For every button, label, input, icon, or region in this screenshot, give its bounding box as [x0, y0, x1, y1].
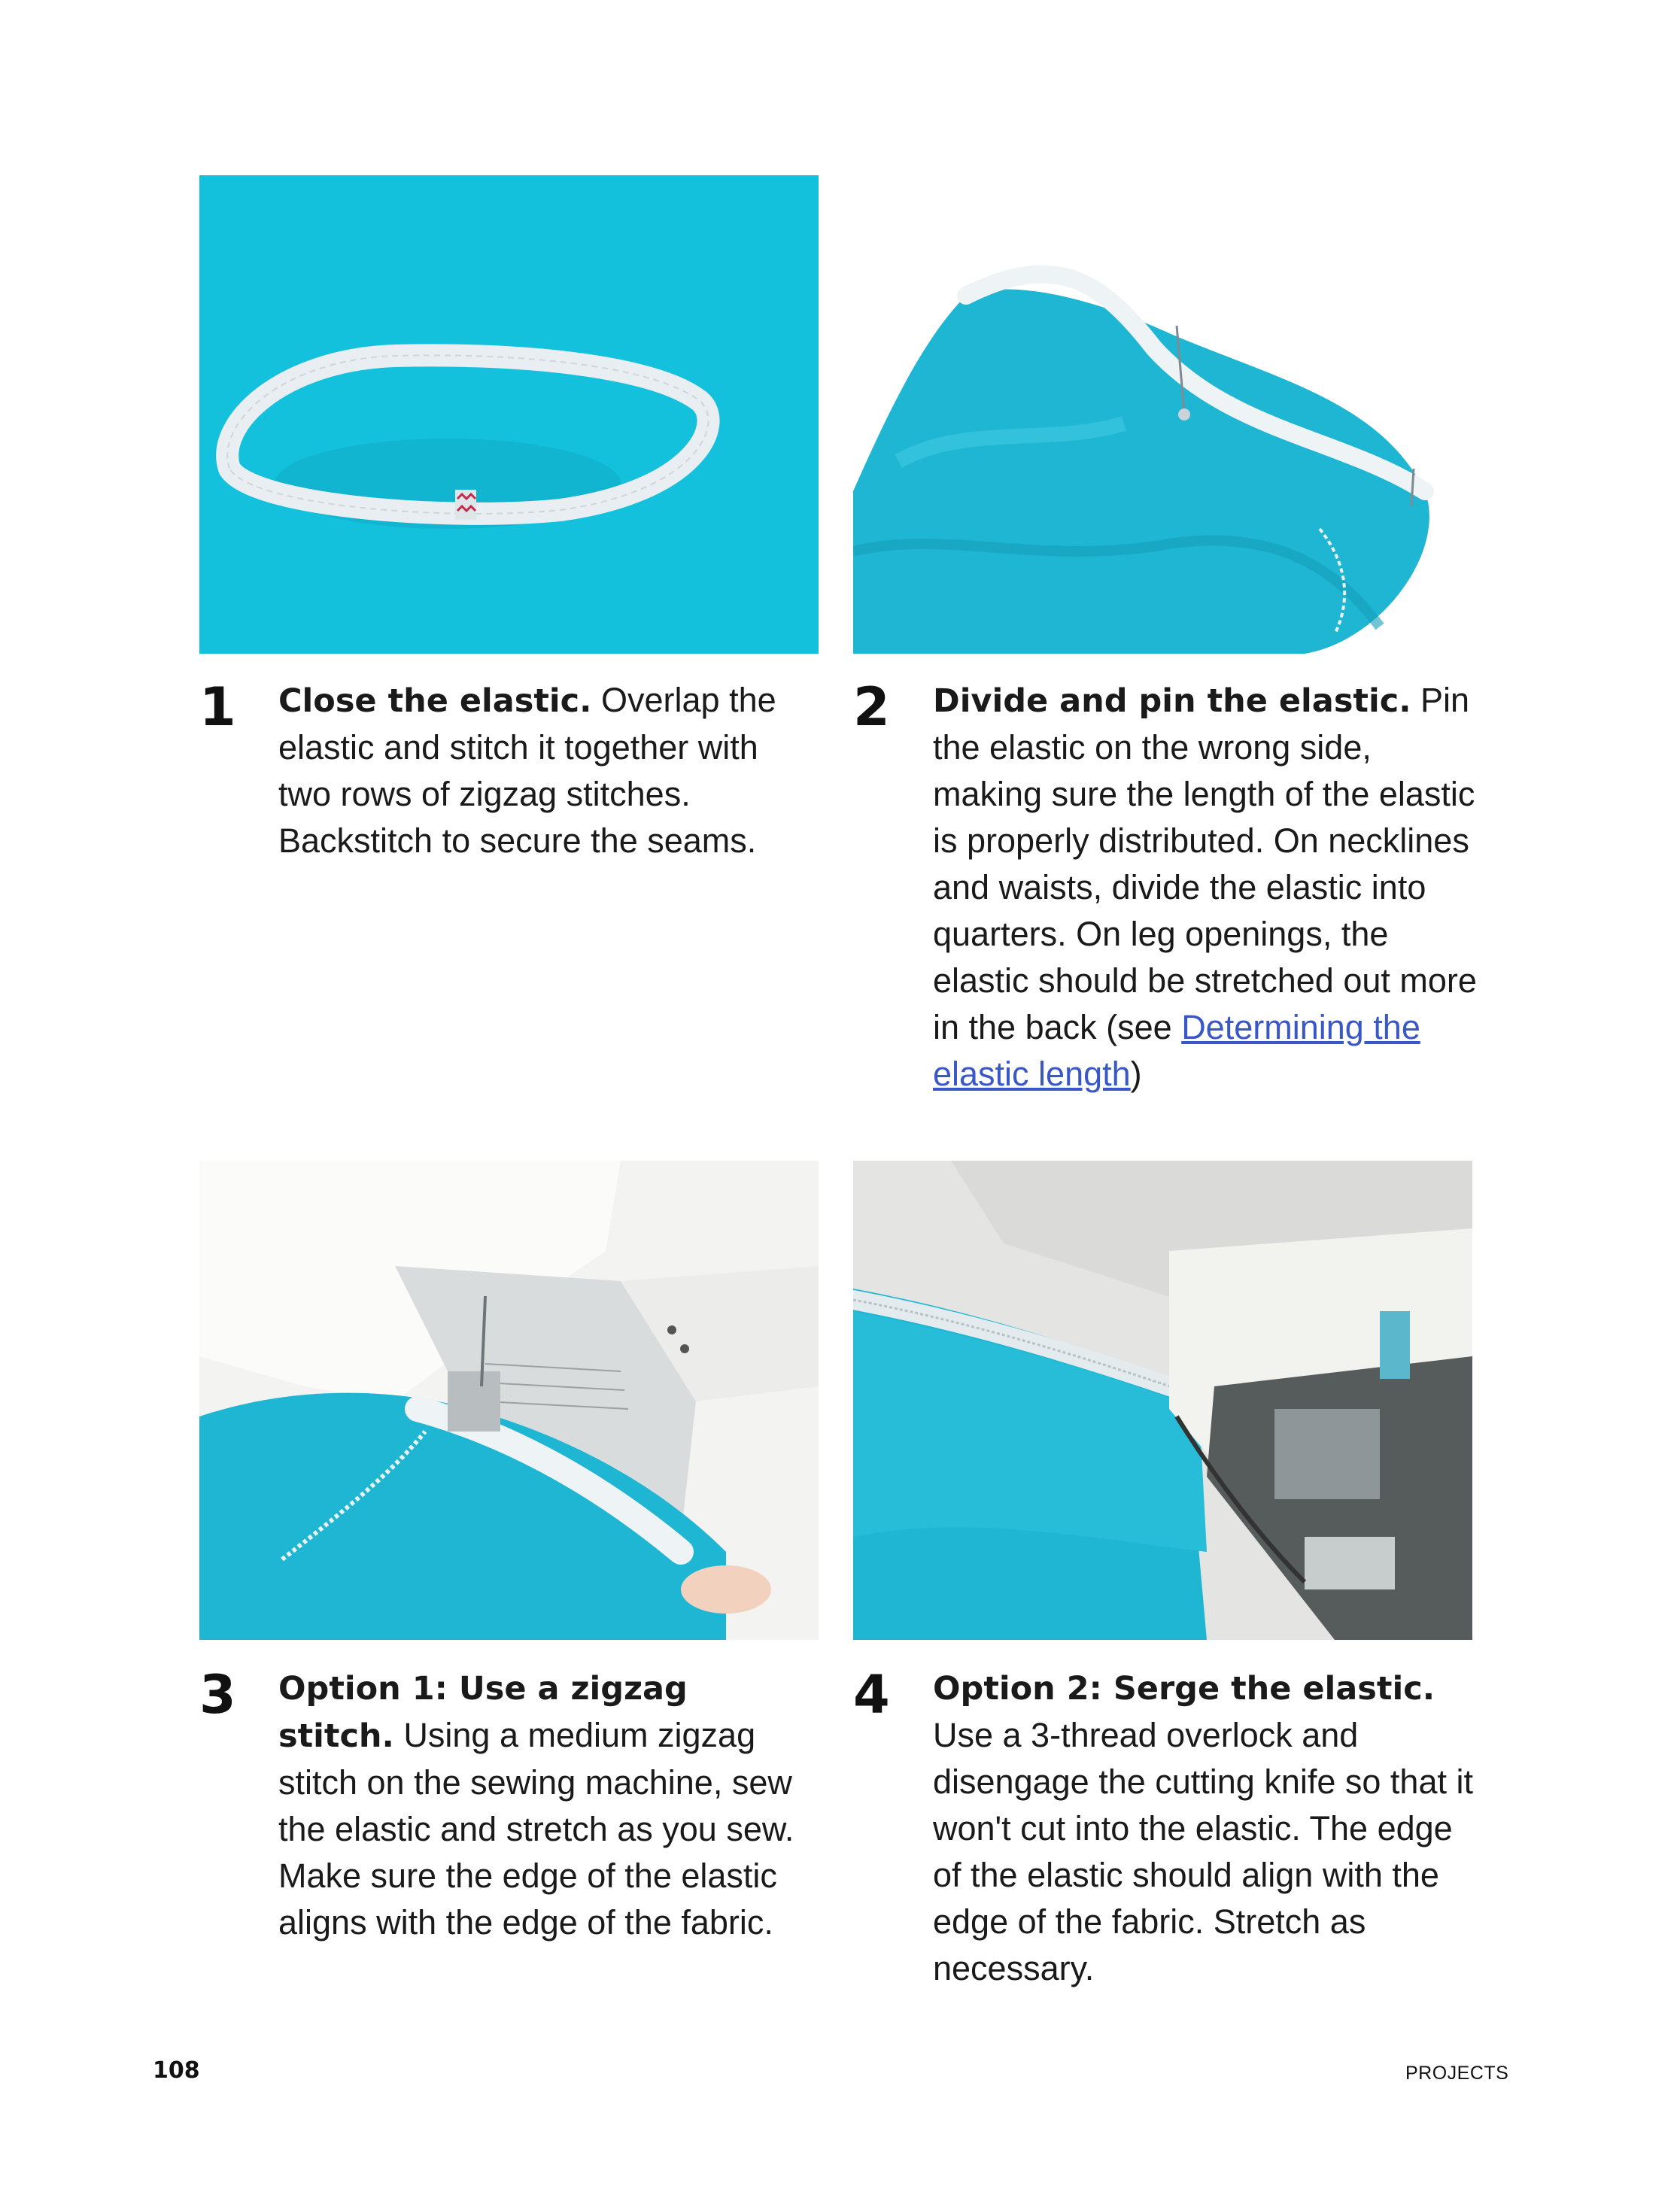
- step-2-body-end: ): [1130, 1055, 1142, 1093]
- step-4-title: Option 2: Serge the elastic.: [933, 1670, 1435, 1708]
- step-3-body: Using a medium zigzag stitch on the sewing machine, sew the elastic and stretch as you sew. Make sure the edge of the elastic aligns with the edge of the fabric.: [278, 1716, 794, 1942]
- step-1-body: Overlap the elastic and stitch it together with two rows of zigzag stitches. Backstitch to secure the seams.: [278, 681, 776, 860]
- step-4-number: 4: [853, 1664, 890, 1726]
- step-1-text: [278, 677, 790, 864]
- step-2-body: Pin the elastic on the wrong side, making sure the length of the elastic is properly distributed. On necklines and waists, divide the elastic into quarters. On leg openings, the elastic should be stretched out more in the back (see: [933, 681, 1477, 1046]
- step-4-body: Use a 3-thread overlock and disengage the cutting knife so that it won't cut into the elastic. The edge of the elastic should align with the edge of the fabric. Stretch as necessary.: [933, 1716, 1473, 1987]
- step-1-title: Close the elastic.: [278, 682, 592, 720]
- step-1-number: 1: [199, 676, 236, 738]
- step-2-number: 2: [853, 676, 890, 738]
- step-3-text: [278, 1665, 805, 1946]
- step-3-number: 3: [199, 1664, 236, 1726]
- step-4-text: [933, 1665, 1475, 1992]
- determining-elastic-length-link[interactable]: Determining the elastic length: [933, 1008, 1420, 1093]
- photo-zigzag-stitch: [199, 1161, 819, 1640]
- step-2-text: [933, 677, 1490, 1098]
- step-2-title: Divide and pin the elastic.: [933, 682, 1411, 720]
- photo-closed-elastic: [199, 175, 819, 654]
- photo-pinned-elastic: [853, 175, 1472, 654]
- step-3-title: Option 1: Use a zigzag stitch.: [278, 1670, 688, 1755]
- page-number: 108: [153, 2057, 200, 2084]
- running-footer-section: PROJECTS: [1405, 2063, 1509, 2084]
- photo-serger: [853, 1161, 1472, 1640]
